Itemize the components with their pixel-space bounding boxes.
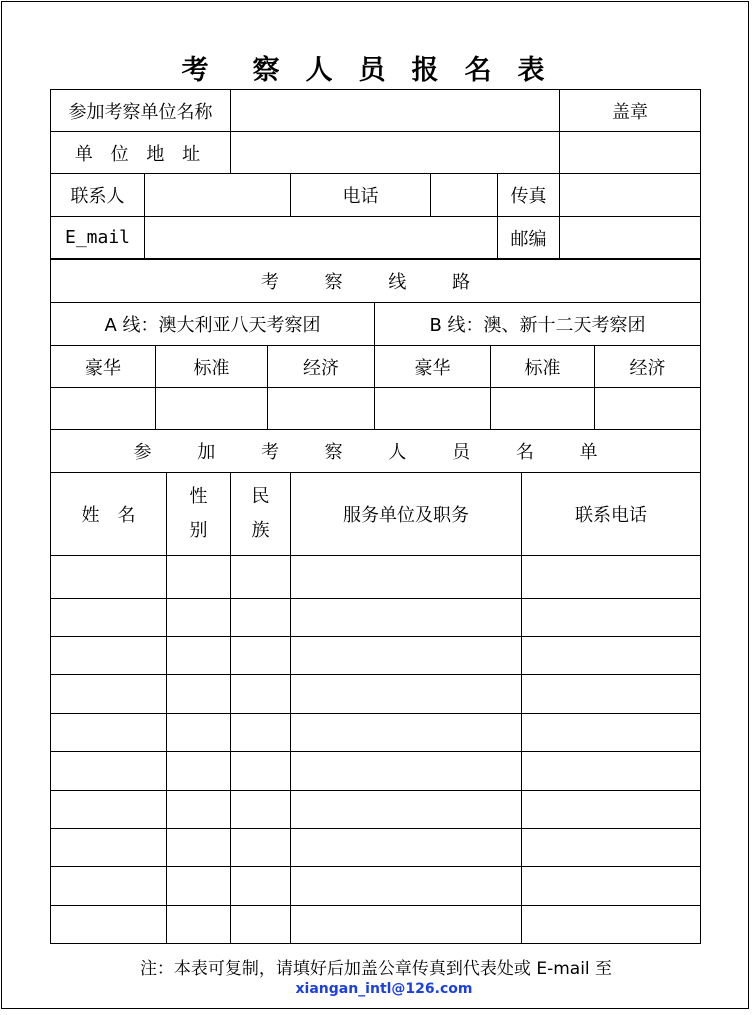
roster-cell-phone[interactable] <box>522 675 701 714</box>
roster-cell-gender[interactable] <box>167 791 231 829</box>
roster-row <box>51 556 701 599</box>
roster-cell-name[interactable] <box>51 791 167 829</box>
roster-cell-name[interactable] <box>51 675 167 714</box>
route-a-label: A 线：澳大利亚八天考察团 <box>51 303 375 346</box>
route-b-label: B 线：澳、新十二天考察团 <box>375 303 701 346</box>
roster-cell-phone[interactable] <box>522 867 701 906</box>
roster-cell-work[interactable] <box>291 829 522 867</box>
roster-cell-work[interactable] <box>291 637 522 675</box>
tier-standard-b-field[interactable] <box>491 388 595 430</box>
routes-table <box>50 259 701 430</box>
roster-cell-phone[interactable] <box>522 791 701 829</box>
roster-row <box>51 829 701 867</box>
roster-cell-work[interactable] <box>291 675 522 714</box>
roster-cell-name[interactable] <box>51 714 167 752</box>
roster-cell-ethnicity[interactable] <box>231 791 291 829</box>
roster-row <box>51 752 701 791</box>
roster-table <box>50 429 701 944</box>
postcode-label: 邮编 <box>498 217 560 259</box>
col-name-header: 姓 名 <box>51 473 167 556</box>
tier-standard-a-field[interactable] <box>156 388 268 430</box>
roster-row <box>51 599 701 637</box>
roster-row <box>51 637 701 675</box>
roster-cell-gender[interactable] <box>167 637 231 675</box>
roster-row <box>51 714 701 752</box>
col-phone-header: 联系电话 <box>522 473 701 556</box>
roster-cell-ethnicity[interactable] <box>231 906 291 944</box>
roster-cell-work[interactable] <box>291 867 522 906</box>
email-field[interactable] <box>145 217 498 259</box>
tier-economy-b: 经济 <box>595 346 701 388</box>
col-work-header: 服务单位及职务 <box>291 473 522 556</box>
roster-header: 参 加 考 察 人 员 名 单 <box>51 430 701 473</box>
roster-cell-ethnicity[interactable] <box>231 867 291 906</box>
postcode-field[interactable] <box>560 217 701 259</box>
tier-standard-a: 标准 <box>156 346 268 388</box>
seal-area[interactable] <box>560 132 701 174</box>
routes-header: 考 察 线 路 <box>51 260 701 303</box>
roster-cell-phone[interactable] <box>522 829 701 867</box>
roster-cell-gender[interactable] <box>167 599 231 637</box>
form-title: 考 察人员报名表 <box>181 55 571 86</box>
phone-field[interactable] <box>431 174 498 217</box>
fax-field[interactable] <box>560 174 701 217</box>
tier-luxury-a-field[interactable] <box>51 388 156 430</box>
roster-cell-gender[interactable] <box>167 906 231 944</box>
tier-luxury-a: 豪华 <box>51 346 156 388</box>
roster-cell-work[interactable] <box>291 906 522 944</box>
fax-label: 传真 <box>498 174 560 217</box>
roster-cell-name[interactable] <box>51 556 167 599</box>
roster-cell-phone[interactable] <box>522 752 701 791</box>
roster-cell-gender[interactable] <box>167 752 231 791</box>
roster-cell-ethnicity[interactable] <box>231 752 291 791</box>
roster-cell-phone[interactable] <box>522 906 701 944</box>
tier-standard-b: 标准 <box>491 346 595 388</box>
roster-cell-ethnicity[interactable] <box>231 637 291 675</box>
seal-label: 盖章 <box>560 90 701 132</box>
roster-cell-name[interactable] <box>51 599 167 637</box>
phone-label: 电话 <box>291 174 431 217</box>
tier-economy-a: 经济 <box>268 346 375 388</box>
roster-row <box>51 675 701 714</box>
roster-cell-name[interactable] <box>51 829 167 867</box>
col-gender-header: 性 别 <box>167 473 231 556</box>
org-name-field[interactable] <box>231 90 560 132</box>
roster-cell-gender[interactable] <box>167 829 231 867</box>
col-ethnicity-header: 民 族 <box>231 473 291 556</box>
org-name-label: 参加考察单位名称 <box>51 90 231 132</box>
tier-luxury-b-field[interactable] <box>375 388 491 430</box>
address-field[interactable] <box>231 132 560 174</box>
tier-economy-b-field[interactable] <box>595 388 701 430</box>
roster-cell-work[interactable] <box>291 752 522 791</box>
roster-cell-ethnicity[interactable] <box>231 599 291 637</box>
roster-cell-ethnicity[interactable] <box>231 714 291 752</box>
tier-luxury-b: 豪华 <box>375 346 491 388</box>
roster-cell-work[interactable] <box>291 714 522 752</box>
roster-cell-phone[interactable] <box>522 599 701 637</box>
contact-field[interactable] <box>145 174 291 217</box>
roster-cell-name[interactable] <box>51 906 167 944</box>
roster-cell-gender[interactable] <box>167 867 231 906</box>
roster-cell-gender[interactable] <box>167 675 231 714</box>
email-label: E_mail <box>51 217 145 259</box>
org-info-table <box>50 89 701 259</box>
roster-cell-phone[interactable] <box>522 556 701 599</box>
roster-row <box>51 791 701 829</box>
roster-cell-phone[interactable] <box>522 714 701 752</box>
roster-row <box>51 867 701 906</box>
roster-cell-ethnicity[interactable] <box>231 675 291 714</box>
roster-cell-phone[interactable] <box>522 637 701 675</box>
address-label: 单 位 地 址 <box>51 132 231 174</box>
roster-cell-ethnicity[interactable] <box>231 556 291 599</box>
roster-cell-gender[interactable] <box>167 714 231 752</box>
roster-cell-ethnicity[interactable] <box>231 829 291 867</box>
contact-label: 联系人 <box>51 174 145 217</box>
roster-cell-gender[interactable] <box>167 556 231 599</box>
roster-cell-work[interactable] <box>291 556 522 599</box>
roster-cell-work[interactable] <box>291 791 522 829</box>
roster-cell-name[interactable] <box>51 752 167 791</box>
footer-note: 注：本表可复制，请填好后加盖公章传真到代表处或 E-mail 至 <box>139 959 613 979</box>
footer-email[interactable]: xiangan_intl@126.com <box>295 981 473 997</box>
roster-cell-name[interactable] <box>51 867 167 906</box>
tier-economy-a-field[interactable] <box>268 388 375 430</box>
roster-cell-work[interactable] <box>291 599 522 637</box>
roster-cell-name[interactable] <box>51 637 167 675</box>
roster-row <box>51 906 701 944</box>
